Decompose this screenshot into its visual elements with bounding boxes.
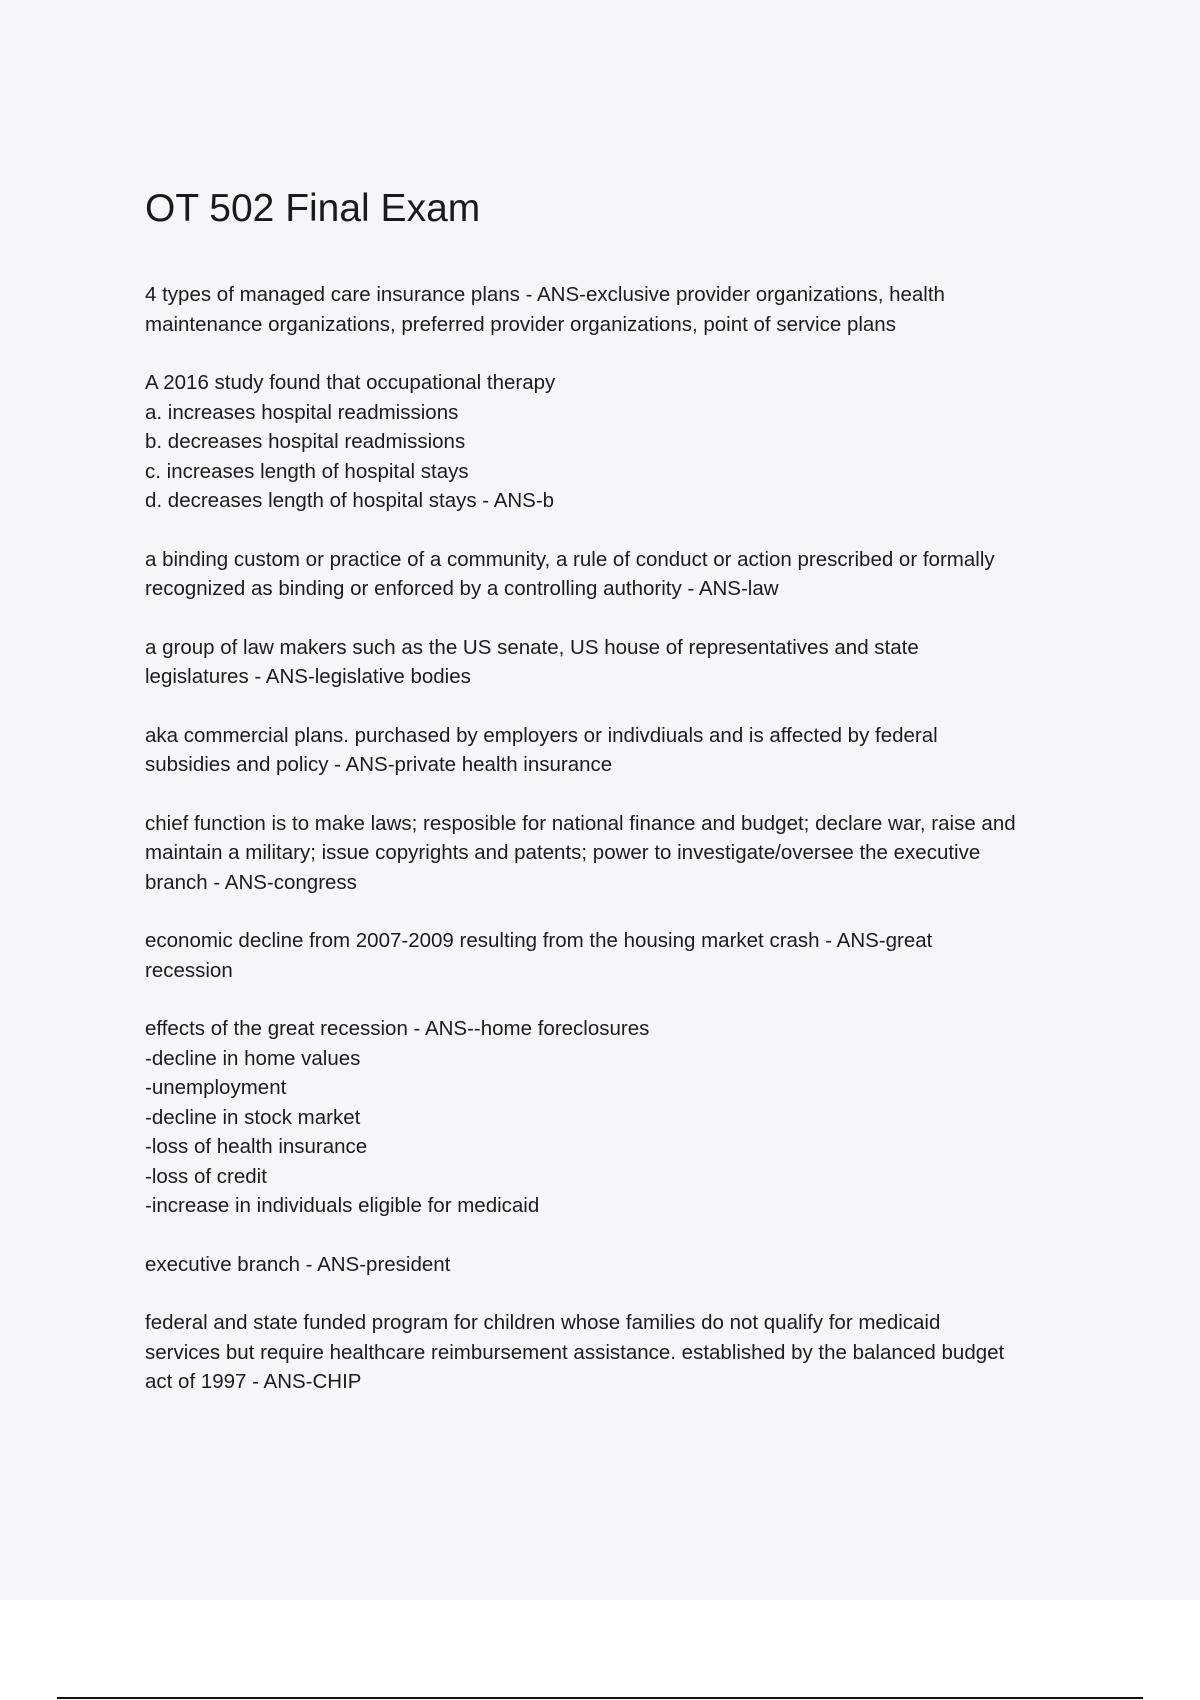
document-content	[145, 186, 1090, 1426]
qa-entry-line: executive branch - ANS-president	[145, 1252, 451, 1276]
footer-divider	[57, 1697, 1143, 1699]
qa-entry-line: recognized as binding or enforced by a controlling authority - ANS-law	[145, 577, 779, 600]
qa-entry	[145, 1014, 1090, 1221]
qa-entry-line: maintenance organizations, preferred provider organizations, point of service plans	[145, 312, 896, 336]
qa-entry-line: -increase in individuals eligible for medicaid	[145, 1194, 540, 1217]
qa-entry-line: economic decline from 2007-2009 resulting from the housing market crash - ANS-great	[145, 929, 933, 952]
qa-entry	[145, 633, 1090, 692]
qa-entry-line: act of 1997 - ANS-CHIP	[145, 1370, 362, 1393]
qa-entry-line: A 2016 study found that occupational therapy	[145, 371, 556, 394]
qa-entry-line: a binding custom or practice of a community, a rule of conduct or action prescribed or formally	[145, 547, 995, 571]
qa-entry-line: -loss of health insurance	[145, 1135, 368, 1158]
qa-entry-line: 4 types of managed care insurance plans - ANS-exclusive provider organizations, health	[145, 283, 945, 306]
qa-entry	[145, 1308, 1090, 1397]
page-title: OT 502 Final Exam	[145, 187, 481, 230]
qa-entry-line: chief function is to make laws; resposible for national finance and budget; declare war, raise and	[145, 811, 1016, 835]
qa-entry-line: a group of law makers such as the US senate, US house of representatives and state	[145, 635, 919, 659]
qa-entry-line: maintain a military; issue copyrights and patents; power to investigate/oversee the executive	[145, 841, 981, 864]
qa-entry-line: a. increases hospital readmissions	[145, 400, 459, 424]
qa-entry	[145, 926, 1090, 985]
qa-entry-line: subsidies and policy - ANS-private health insurance	[145, 753, 613, 776]
qa-entry-line: b. decreases hospital readmissions	[145, 430, 466, 453]
qa-entry-line: d. decreases length of hospital stays - ANS-b	[145, 489, 555, 512]
qa-list	[145, 280, 1090, 1397]
qa-entry-line: branch - ANS-congress	[145, 870, 357, 894]
qa-entry-line: aka commercial plans. purchased by employers or indivdiuals and is affected by federal	[145, 723, 938, 747]
qa-entry-line: -loss of credit	[145, 1164, 267, 1188]
qa-entry	[145, 809, 1090, 898]
qa-entry	[145, 280, 1090, 339]
qa-entry-line: recession	[145, 958, 233, 982]
qa-entry-line: -unemployment	[145, 1076, 287, 1099]
qa-entry	[145, 721, 1090, 780]
qa-entry-line: -decline in stock market	[145, 1105, 361, 1129]
qa-entry-line: legislatures - ANS-legislative bodies	[145, 665, 471, 688]
qa-entry-line: c. increases length of hospital stays	[145, 459, 469, 483]
qa-entry	[145, 1250, 1090, 1280]
qa-entry-line: services but require healthcare reimbursement assistance. established by the balanced budget	[145, 1340, 1005, 1364]
qa-entry-line: effects of the great recession - ANS--home foreclosures	[145, 1017, 650, 1040]
qa-entry-line: federal and state funded program for children whose families do not qualify for medicaid	[145, 1311, 941, 1334]
qa-entry	[145, 545, 1090, 604]
qa-entry	[145, 368, 1090, 516]
qa-entry-line: -decline in home values	[145, 1046, 361, 1070]
